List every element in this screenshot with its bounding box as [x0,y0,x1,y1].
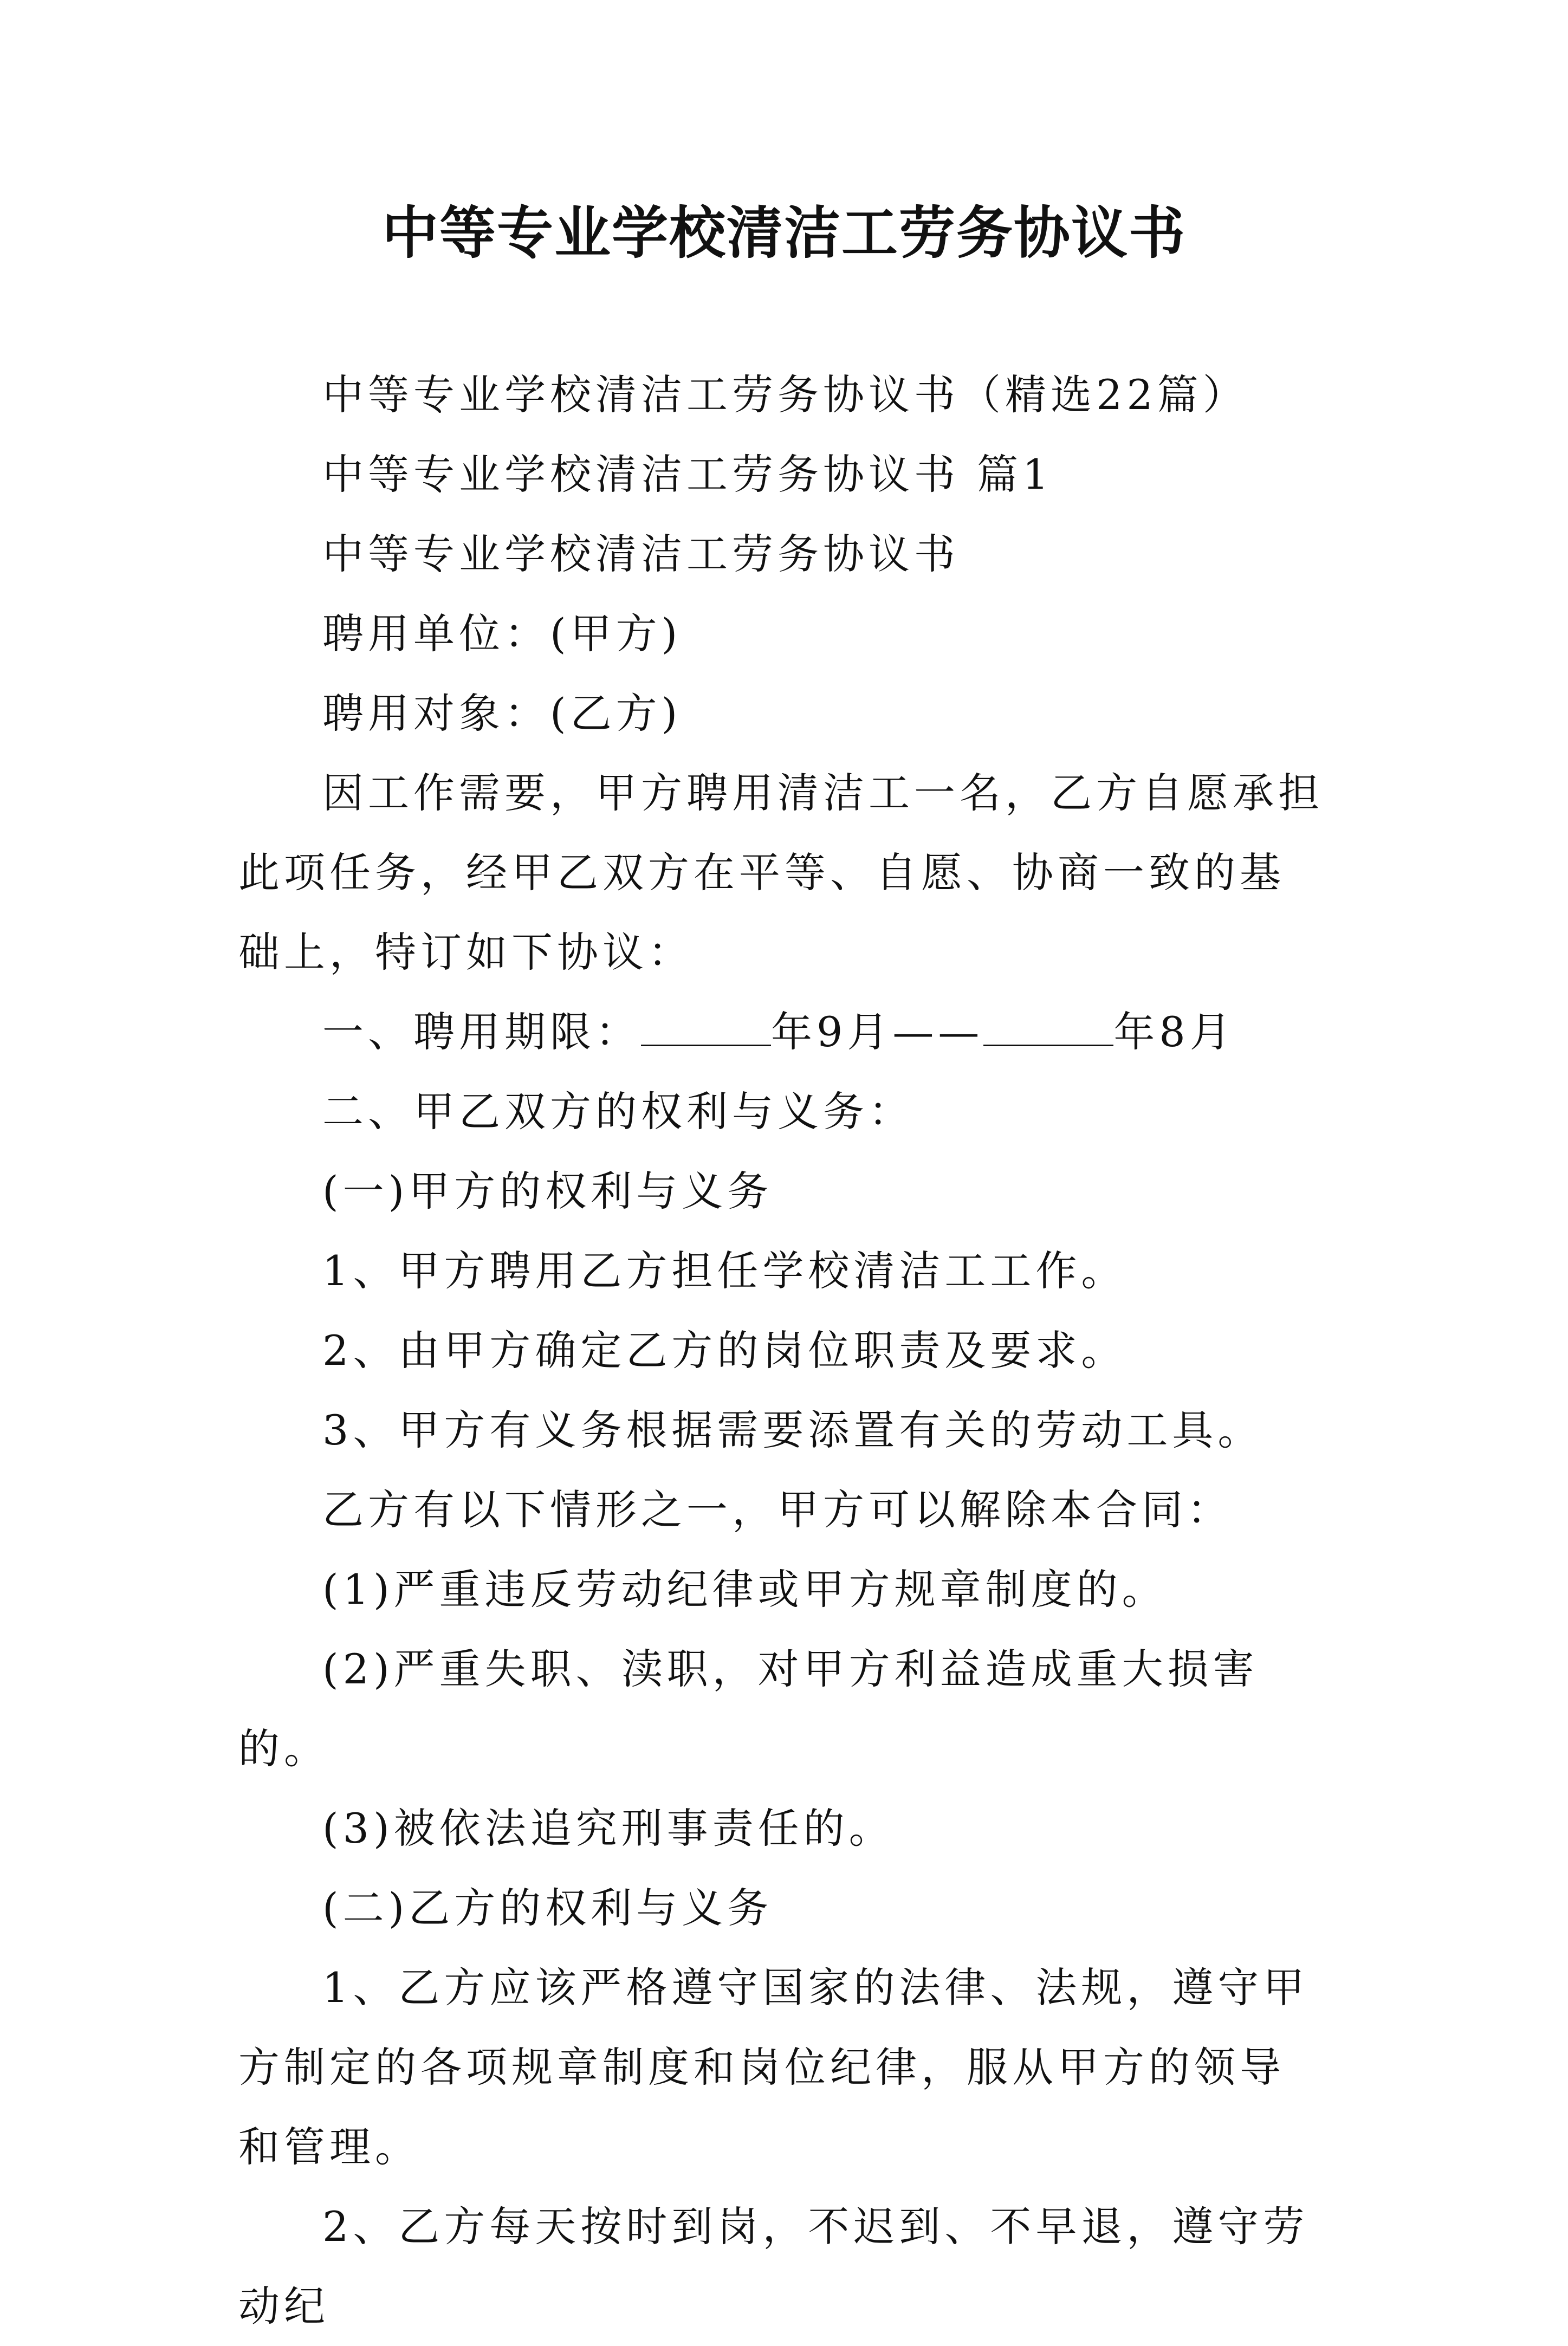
term-end-year-blank [983,1007,1113,1046]
paragraph-party-b-item-1: 1、乙方应该严格遵守国家的法律、法规，遵守甲方制定的各项规章制度和岗位纪律，服从甲方的领导和管理。 [238,1963,1309,2171]
paragraph-party-a-item-3: 3、甲方有义务根据需要添置有关的劳动工具。 [322,1406,1264,1454]
term-start-year-blank [641,1007,771,1046]
paragraph-termination-1: (1)严重违反劳动纪律或甲方规章制度的。 [322,1565,1168,1613]
document-body [238,355,1327,2346]
paragraph-termination-intro: 乙方有以下情形之一，甲方可以解除本合同： [322,1486,1233,1534]
paragraph-party-b-item-2: 2、乙方每天按时到岗，不迟到、不早退，遵守劳动纪 [238,2202,1309,2330]
paragraph-employer: 聘用单位：(甲方) [322,610,682,658]
paragraph-agreement-name: 中等专业学校清洁工劳务协议书 [322,530,960,578]
paragraph-rights-heading: 二、甲乙双方的权利与义务： [322,1087,914,1136]
paragraph-section-heading: 中等专业学校清洁工劳务协议书 篇1 [322,450,1053,498]
paragraph-termination-3: (3)被依法追究刑事责任的。 [322,1804,895,1852]
paragraph-termination-2: (2)严重失职、渎职，对甲方利益造成重大损害的。 [238,1645,1259,1773]
paragraph-party-b-heading: (二)乙方的权利与义务 [322,1884,773,1932]
paragraph-employee: 聘用对象：(乙方) [322,689,682,737]
term-label: 一、聘用期限： [322,1008,641,1056]
term-start-text: 年9月—— [771,1008,984,1056]
paragraph-intro: 因工作需要，甲方聘用清洁工一名，乙方自愿承担此项任务，经甲乙双方在平等、自愿、协商一致的基础上，特订如下协议： [238,769,1324,976]
paragraph-subtitle: 中等专业学校清洁工劳务协议书（精选22篇） [322,371,1248,419]
term-end-text: 年8月 [1113,1008,1235,1056]
document-title: 中等专业学校清洁工劳务协议书 [381,199,1186,266]
paragraph-party-a-item-2: 2、由甲方确定乙方的岗位职责及要求。 [322,1326,1127,1375]
paragraph-term [238,992,1327,1072]
paragraph-party-a-heading: (一)甲方的权利与义务 [322,1167,773,1215]
paragraph-party-a-item-1: 1、甲方聘用乙方担任学校清洁工工作。 [322,1247,1127,1295]
